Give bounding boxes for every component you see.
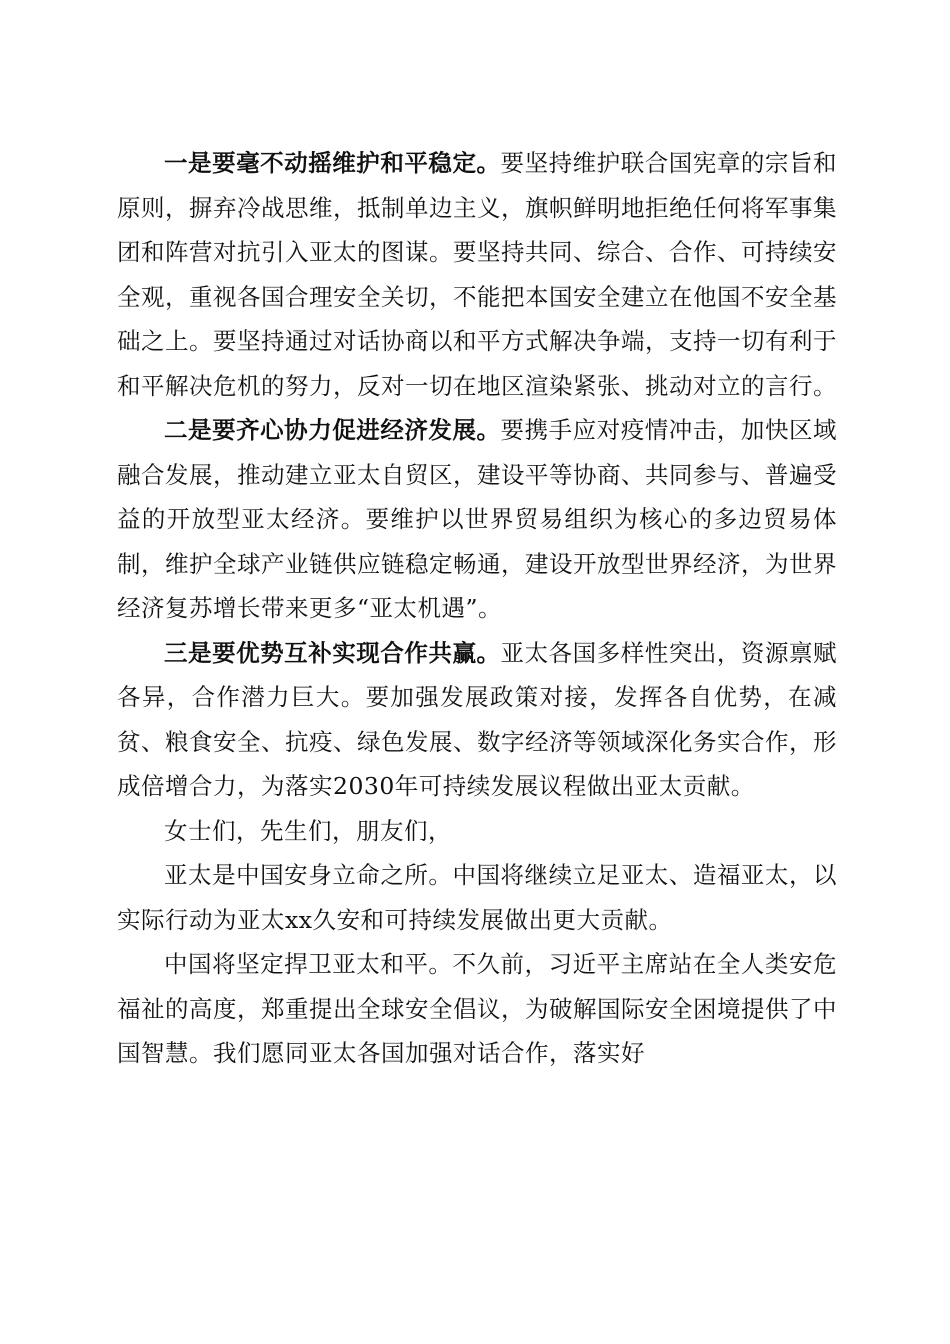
paragraph-text: 亚太是中国安身立命之所。中国将继续立足亚太、造福亚太，以实际行动为亚太xx久安和可持续发展做出更大贡献。 (117, 861, 837, 934)
paragraph-salutation (117, 809, 837, 854)
paragraph-economic-development (117, 408, 837, 631)
paragraph-lead: 一是要毫不动摇维护和平稳定。 (164, 149, 501, 177)
paragraph-lead: 二是要齐心协力促进经济发展。 (164, 416, 501, 444)
paragraph-asia-pacific-home (117, 853, 837, 942)
paragraph-lead: 三是要优势互补实现合作共赢。 (164, 638, 501, 667)
paragraph-text: 女士们，先生们，朋友们， (164, 816, 452, 845)
paragraph-defend-peace (117, 942, 837, 1076)
paragraph-text: 要坚持维护联合国宪章的宗旨和原则，摒弃冷战思维，抵制单边主义，旗帜鲜明地拒绝任何将军事集团和阵营对抗引入亚太的图谋。要坚持共同、综合、合作、可持续安全观，重视各国合理安全关切，不能把本国安全建立在他国不安全基础之上。要坚持通过对话协商以和平方式解决争端，支持一切有利于和平解决危机的努力，反对一切在地区渲染紧张、挑动对立的言行。 (117, 149, 838, 400)
paragraph-win-win-cooperation (117, 631, 837, 809)
document-body (117, 141, 837, 1076)
paragraph-text: 要携手应对疫情冲击，加快区域融合发展，推动建立亚太自贸区，建设平等协商、共同参与、普遍受益的开放型亚太经济。要维护以世界贸易组织为核心的多边贸易体制，维护全球产业链供应链稳定畅通，建设开放型世界经济，为世界经济复苏增长带来更多“亚太机遇”。 (117, 416, 838, 622)
paragraph-peace-stability (117, 141, 837, 408)
paragraph-text: 亚太各国多样性突出，资源禀赋各异，合作潜力巨大。要加强发展政策对接，发挥各自优势，在减贫、粮食安全、抗疫、绿色发展、数字经济等领域深化务实合作，形成倍增合力，为落实2030年可持续发展议程做出亚太贡献。 (117, 638, 838, 800)
paragraph-text: 中国将坚定捍卫亚太和平。不久前，习近平主席站在全人类安危福祉的高度，郑重提出全球安全倡议，为破解国际安全困境提供了中国智慧。我们愿同亚太各国加强对话合作，落实好 (117, 950, 837, 1067)
